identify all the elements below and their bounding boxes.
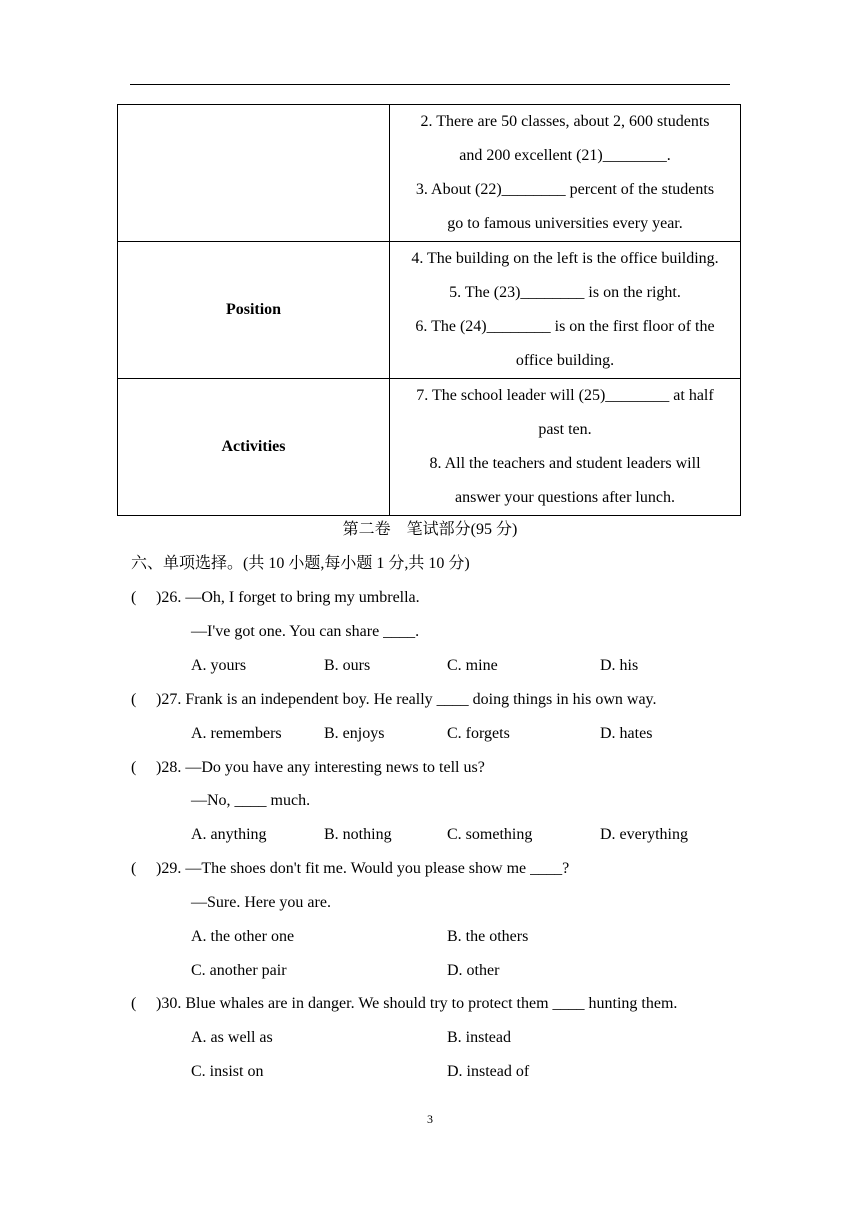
content-line: 8. All the teachers and student leaders will: [429, 455, 701, 472]
answer-paren[interactable]: (: [131, 995, 137, 1012]
answer-paren[interactable]: (: [131, 589, 137, 606]
row-label: [118, 105, 390, 242]
row-content: [390, 105, 741, 242]
option-c: C. insist on: [191, 1063, 264, 1080]
question-stem: ( )27. Frank is an independent boy. He really ____ doing things in his own way.: [131, 689, 657, 711]
content-line: 7. The school leader will (25)________ at half: [416, 387, 714, 404]
question-stem: ( )29. —The shoes don't fit me. Would you please show me ____?: [131, 858, 569, 880]
option-b: B. ours: [324, 657, 371, 674]
row-label: Position: [118, 242, 390, 379]
info-table: [117, 104, 741, 516]
option-b: B. nothing: [324, 826, 392, 843]
option-d: D. his: [600, 657, 639, 674]
option-a: A. remembers: [191, 725, 282, 742]
table-row: [118, 105, 741, 242]
row-content: [390, 242, 741, 379]
answer-paren[interactable]: (: [131, 691, 137, 708]
table-row: [118, 242, 741, 379]
content-line: answer your questions after lunch.: [455, 489, 675, 506]
question-reply: —No, ____ much.: [191, 792, 311, 809]
option-b: B. instead: [447, 1029, 511, 1046]
header-rule: [130, 84, 730, 85]
content-line: and 200 excellent (21)________.: [459, 147, 671, 164]
answer-paren[interactable]: (: [131, 860, 137, 877]
table-row: [118, 379, 741, 516]
option-a: A. yours: [191, 657, 247, 674]
content-line: past ten.: [538, 421, 592, 438]
option-c: C. something: [447, 826, 533, 843]
option-a: A. as well as: [191, 1029, 273, 1046]
section-title: 第二卷 笔试部分(95 分): [342, 521, 518, 538]
content-line: 5. The (23)________ is on the right.: [449, 284, 681, 301]
question-reply: —I've got one. You can share ____.: [191, 623, 420, 640]
row-label: Activities: [118, 379, 390, 516]
section-heading: 六、单项选择。(共 10 小题,每小题 1 分,共 10 分): [131, 555, 470, 572]
content-line: 4. The building on the left is the office building.: [411, 250, 719, 267]
content-line: go to famous universities every year.: [447, 215, 683, 232]
option-a: A. anything: [191, 826, 267, 843]
page-number: 3: [427, 1112, 433, 1126]
content-line: 2. There are 50 classes, about 2, 600 students: [420, 113, 710, 130]
question-stem: ( )30. Blue whales are in danger. We should try to protect them ____ hunting them.: [131, 993, 677, 1015]
content-line: 6. The (24)________ is on the first floor of the: [415, 318, 715, 335]
option-b: B. enjoys: [324, 725, 385, 742]
option-a: A. the other one: [191, 928, 295, 945]
content-line: office building.: [515, 352, 615, 369]
answer-paren[interactable]: (: [131, 759, 137, 776]
question-stem: ( )28. —Do you have any interesting news to tell us?: [131, 757, 485, 779]
option-d: D. hates: [600, 725, 653, 742]
question-stem: ( )26. —Oh, I forget to bring my umbrella.: [131, 587, 420, 609]
content-line: 3. About (22)________ percent of the students: [415, 181, 715, 198]
option-d: D. other: [447, 962, 500, 979]
option-b: B. the others: [447, 928, 529, 945]
option-d: D. instead of: [447, 1063, 530, 1080]
question-reply: —Sure. Here you are.: [191, 894, 331, 911]
option-c: C. forgets: [447, 725, 510, 742]
option-c: C. another pair: [191, 962, 287, 979]
option-c: C. mine: [447, 657, 498, 674]
option-d: D. everything: [600, 826, 688, 843]
row-content: [390, 379, 741, 516]
